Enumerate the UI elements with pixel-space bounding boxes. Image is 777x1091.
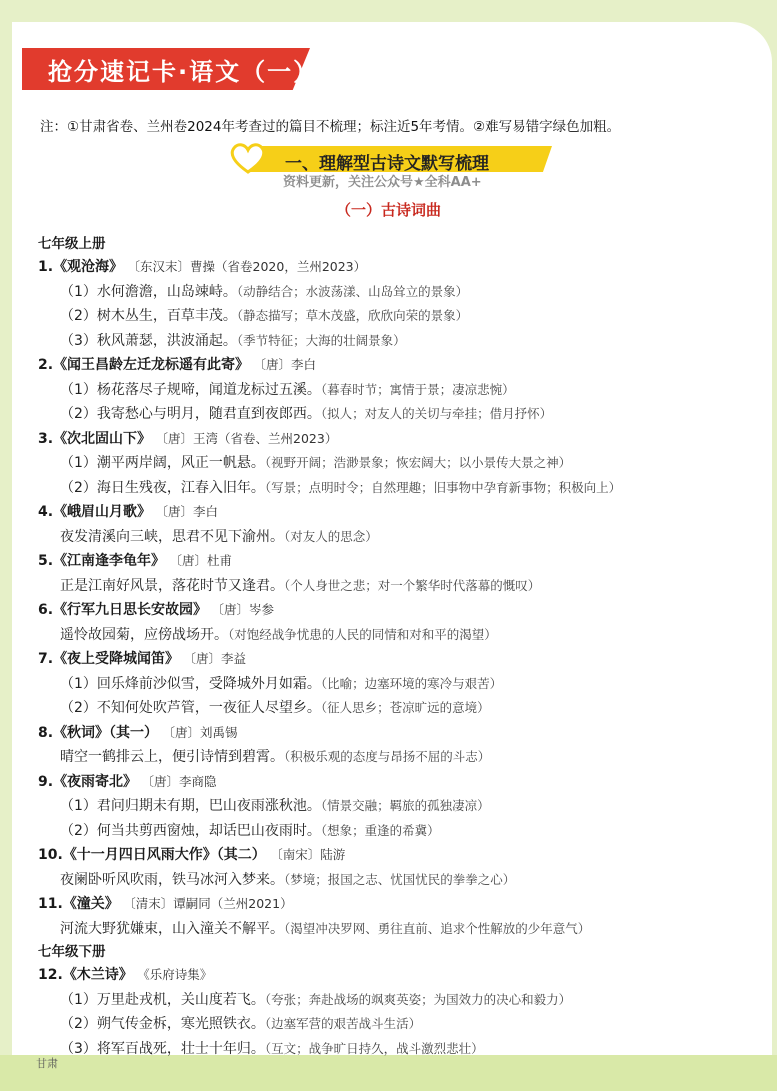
verse-text: （1）水何澹澹，山岛竦峙。 xyxy=(60,283,237,300)
verse-line xyxy=(38,476,758,501)
watermark: 资料更新，关注公众号★全科AA+ xyxy=(283,175,482,190)
verse-line xyxy=(38,917,758,942)
verse-note: （季节特征；大海的壮阔景象） xyxy=(236,332,406,348)
page-number: 甘肃 xyxy=(36,1057,58,1070)
entry-title xyxy=(38,500,758,525)
entry-number: 6. xyxy=(38,602,54,618)
verse-note: （积极乐观的态度与昂扬不屈的斗志） xyxy=(284,749,491,764)
verse-line xyxy=(38,304,758,329)
verse-line xyxy=(38,672,758,697)
poem-author: 〔唐〕杜甫 xyxy=(169,553,233,568)
entry-number: 8. xyxy=(38,724,54,741)
verse-text: （2）不知何处吹芦管，一夜征人尽望乡。 xyxy=(60,700,321,716)
banner-title: 抢分速记卡·语文（一） xyxy=(48,58,320,86)
verse-line xyxy=(38,451,758,476)
verse-note: （比喻；边塞环境的寒冷与艰苦） xyxy=(320,675,503,691)
verse-text: 晴空一鹤排云上，便引诗情到碧霄。 xyxy=(60,749,284,765)
verse-note: （写景；点明时令；自然理趣；旧事物中孕育新事物；积极向上） xyxy=(264,479,622,495)
verse-text: （3）将军百战死，壮士十年归。 xyxy=(60,1040,265,1057)
verse-line xyxy=(38,1037,758,1062)
verse-text: （2）树木丛生，百草丰茂。 xyxy=(60,308,237,324)
verse-note: （渴望冲决罗网、勇往直前、追求个性解放的少年意气） xyxy=(284,920,591,936)
poem-title: 《木兰诗》 xyxy=(62,967,133,983)
verse-line xyxy=(38,868,758,893)
verse-line xyxy=(38,623,758,648)
verse-line xyxy=(38,280,758,305)
entry-number: 9. xyxy=(38,773,54,790)
verse-text: （2）我寄愁心与明月，随君直到夜郎西。 xyxy=(60,406,321,422)
verse-text: 夜发清溪向三峡，思君不见下渝州。 xyxy=(60,528,284,545)
poem-title: 《夜上受降城闻笛》 xyxy=(53,651,180,667)
verse-text: （1）回乐烽前沙似雪，受降城外月如霜。 xyxy=(60,675,321,692)
content xyxy=(38,233,758,1061)
entry-title xyxy=(38,647,758,672)
grade-heading: 七年级下册 xyxy=(38,944,106,960)
poem-author: 〔唐〕刘禹锡 xyxy=(162,724,238,740)
entry-number: 10. xyxy=(38,847,63,863)
poem-author: 〔唐〕李益 xyxy=(183,651,247,666)
poem-title: 《次北固山下》 xyxy=(53,430,152,447)
verse-note: （想象；重逢的希冀） xyxy=(320,822,440,838)
entry-title xyxy=(38,353,758,378)
verse-note: （情景交融；羁旅的孤独凄凉） xyxy=(320,798,490,813)
poem-title: 《江南逢李龟年》 xyxy=(53,553,166,569)
verse-note: （视野开阔；浩渺景象；恢宏阔大；以小景传大景之神） xyxy=(264,455,572,470)
decorative-dots xyxy=(36,38,64,44)
poem-author: 〔唐〕李白 xyxy=(253,357,317,372)
poem-author: 《乐府诗集》 xyxy=(137,967,213,982)
verse-line xyxy=(38,819,758,844)
poem-title: 《行军九日思长安故园》 xyxy=(53,602,208,618)
verse-text: （1）君问归期未有期，巴山夜雨涨秋池。 xyxy=(60,798,321,814)
verse-note: （互文；战争旷日持久，战斗激烈悲壮） xyxy=(264,1040,484,1056)
poem-title: 《夜雨寄北》 xyxy=(53,773,138,790)
verse-text: 河流大野犹嫌束，山入潼关不解平。 xyxy=(60,920,284,937)
entry-number: 12. xyxy=(38,967,63,983)
verse-text: （1）万里赴戎机，关山度若飞。 xyxy=(60,991,265,1008)
entry-title xyxy=(38,892,758,917)
verse-line xyxy=(38,745,758,770)
entry-title xyxy=(38,549,758,574)
poem-author: 〔唐〕李白 xyxy=(155,504,219,519)
verse-note: （征人思乡；苍凉旷远的意境） xyxy=(320,700,490,715)
verse-text: （2）海日生残夜，江春入旧年。 xyxy=(60,479,265,496)
entry-number: 4. xyxy=(38,504,54,520)
verse-note: （夸张；奔赴战场的飒爽英姿；为国效力的决心和毅力） xyxy=(264,991,572,1007)
verse-note: （个人身世之悲；对一个繁华时代落幕的慨叹） xyxy=(284,577,541,593)
entry-number: 3. xyxy=(38,430,54,447)
verse-note: （对饱经战争忧患的人民的同情和对和平的渴望） xyxy=(228,626,497,642)
verse-text: （1）潮平两岸阔，风正一帆悬。 xyxy=(60,455,265,471)
verse-text: （2）朔气传金柝，寒光照铁衣。 xyxy=(60,1016,265,1032)
section-title: 一、理解型古诗文默写梳理 xyxy=(285,154,489,174)
entry-number: 11. xyxy=(38,896,63,912)
poem-author: 〔唐〕李商隐 xyxy=(141,773,217,789)
entry-number: 2. xyxy=(38,357,54,373)
verse-note: （梦境；报国之志、忧国忧民的拳拳之心） xyxy=(284,871,516,887)
note-text: 注：①甘肃省卷、兰州卷2024年考查过的篇目不梳理；标注近5年考情。②难写易错字绿色加粗。 xyxy=(40,119,621,135)
verse-note: （动静结合；水波荡漾、山岛耸立的景象） xyxy=(236,283,469,299)
entry-title xyxy=(38,427,758,452)
verse-text: （3）秋风萧瑟，洪波涌起。 xyxy=(60,332,237,349)
poem-title: 《十一月四日风雨大作》（其二） xyxy=(62,847,266,863)
sub-heading: （一）古诗词曲 xyxy=(335,201,441,219)
poem-author: 〔南宋〕陆游 xyxy=(270,847,346,862)
poem-author: 〔清末〕谭嗣同（兰州2021） xyxy=(123,896,293,911)
poem-title: 《闻王昌龄左迁龙标遥有此寄》 xyxy=(53,357,250,373)
heart-icon xyxy=(228,141,268,175)
verse-line xyxy=(38,525,758,550)
verse-text: 正是江南好风景，落花时节又逢君。 xyxy=(60,577,284,594)
verse-line xyxy=(38,378,758,403)
verse-line xyxy=(38,402,758,427)
poem-author: 〔唐〕王湾（省卷、兰州2023） xyxy=(155,430,338,446)
verse-note: （边塞军营的艰苦战斗生活） xyxy=(264,1016,422,1031)
entry-number: 7. xyxy=(38,651,54,667)
poem-author: 〔东汉末〕曹操（省卷2020，兰州2023） xyxy=(127,259,367,274)
entry-title xyxy=(38,770,758,795)
poem-title: 《观沧海》 xyxy=(53,259,124,275)
verse-text: 夜阑卧听风吹雨，铁马冰河入梦来。 xyxy=(60,871,284,888)
poem-author: 〔唐〕岑参 xyxy=(211,602,275,617)
entry-title xyxy=(38,255,758,280)
verse-note: （静态描写；草木茂盛，欣欣向荣的景象） xyxy=(236,308,469,323)
verse-note: （拟人；对友人的关切与牵挂；借月抒怀） xyxy=(320,406,553,421)
grade-heading: 七年级上册 xyxy=(38,236,106,252)
entry-title xyxy=(38,721,758,746)
verse-line xyxy=(38,574,758,599)
verse-line xyxy=(38,1012,758,1037)
entry-number: 5. xyxy=(38,553,54,569)
verse-text: （1）杨花落尽子规啼，闻道龙标过五溪。 xyxy=(60,381,321,398)
verse-note: （暮春时节；寓情于景；凄凉悲惋） xyxy=(320,381,515,397)
poem-title: 《秋词》（其一） xyxy=(53,724,159,741)
verse-line xyxy=(38,794,758,819)
poem-title: 《峨眉山月歌》 xyxy=(53,504,152,520)
verse-text: 遥怜故园菊，应傍战场开。 xyxy=(60,626,228,643)
verse-line xyxy=(38,329,758,354)
verse-note: （对友人的思念） xyxy=(284,528,378,544)
entry-title xyxy=(38,963,758,988)
entry-number: 1. xyxy=(38,259,54,275)
verse-text: （2）何当共剪西窗烛，却话巴山夜雨时。 xyxy=(60,822,321,839)
verse-line xyxy=(38,988,758,1013)
poem-title: 《潼关》 xyxy=(62,896,119,912)
entry-title xyxy=(38,598,758,623)
entry-title xyxy=(38,843,758,868)
verse-line xyxy=(38,696,758,721)
